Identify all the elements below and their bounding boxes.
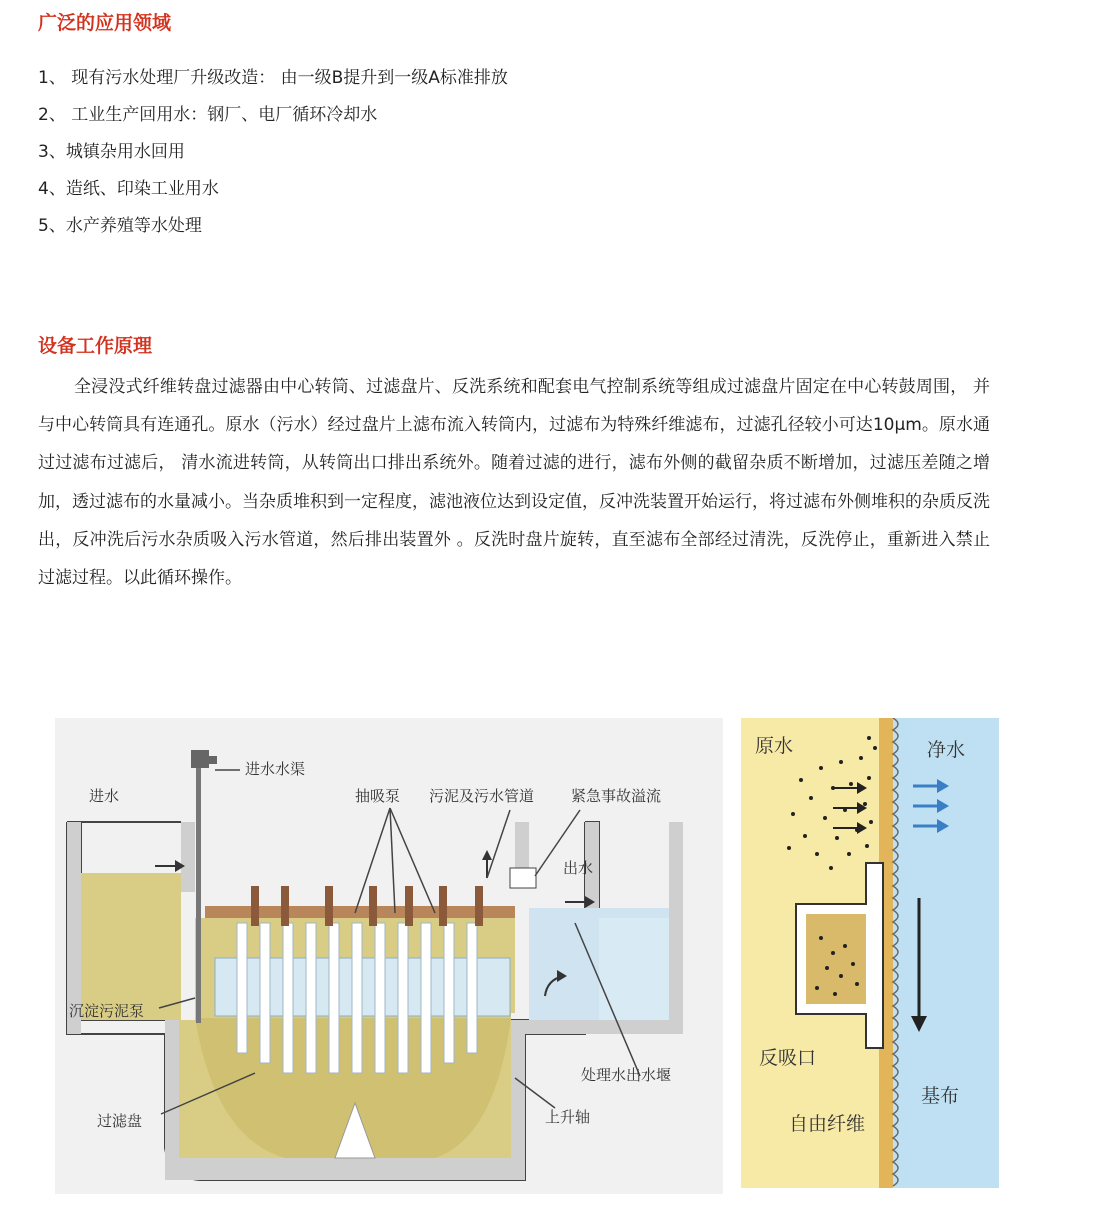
label-outlet: 出水 (563, 859, 594, 877)
label-base-cloth: 基布 (921, 1085, 960, 1107)
section-title-principle: 设备工作原理 (38, 335, 153, 357)
label-shaft: 上升轴 (545, 1108, 591, 1126)
list-item: 4、造纸、印染工业用水 (38, 179, 219, 199)
label-sludge-pump: 沉淀污泥泵 (69, 1002, 145, 1020)
principle-paragraph: 全浸没式纤维转盘过滤器由中心转筒、过滤盘片、反洗系统和配套电气控制系统等组成过滤盘片固定在中心转鼓周围， 并与中心转筒具有连通孔。原水（污水）经过盘片上滤布流入转筒内，过滤布为特殊纤维滤布，过滤孔径较小可达10μm。原水通过过滤布过滤后， 清水流进转筒，从转筒出口排出系统外。随着过滤的进行，滤布外侧的截留杂质不断增加，过滤压差随之增加，透过滤布的水量减小。当杂质堆积到一定程度，滤池液位达到设定值，反冲洗装置开始运行，将过滤布外侧堆积的杂质反洗出，反冲洗后污水杂质吸入污水管道，然后排出装置外 。反洗时盘片旋转，直至滤布全部经过清洗，反洗停止，重新进入禁止过滤过程。以此循环操作。 (38, 377, 990, 589)
label-free-fiber: 自由纤维 (789, 1113, 866, 1135)
filter-cloth-diagram (741, 718, 999, 1188)
list-item: 1、 现有污水处理厂升级改造： 由一级B提升到一级A标准排放 (38, 68, 508, 88)
label-overflow: 紧急事故溢流 (571, 787, 662, 805)
label-sludge-pipe: 污泥及污水管道 (429, 787, 535, 805)
label-filter-disc: 过滤盘 (97, 1112, 143, 1130)
section-title-applications: 广泛的应用领域 (38, 12, 172, 34)
filter-tank-diagram (55, 718, 723, 1194)
list-item: 5、水产养殖等水处理 (38, 216, 202, 236)
label-inlet-channel: 进水水渠 (245, 760, 306, 778)
label-raw-water: 原水 (755, 735, 794, 757)
application-list (38, 60, 508, 245)
label-suction-port: 反吸口 (759, 1047, 817, 1069)
label-clean-water: 净水 (927, 739, 966, 761)
label-suction-pump: 抽吸泵 (355, 787, 401, 805)
list-item: 3、城镇杂用水回用 (38, 142, 185, 162)
label-weir: 处理水出水堰 (581, 1066, 672, 1084)
list-item: 2、 工业生产回用水：钢厂、电厂循环冷却水 (38, 105, 378, 125)
label-inlet: 进水 (89, 787, 120, 805)
